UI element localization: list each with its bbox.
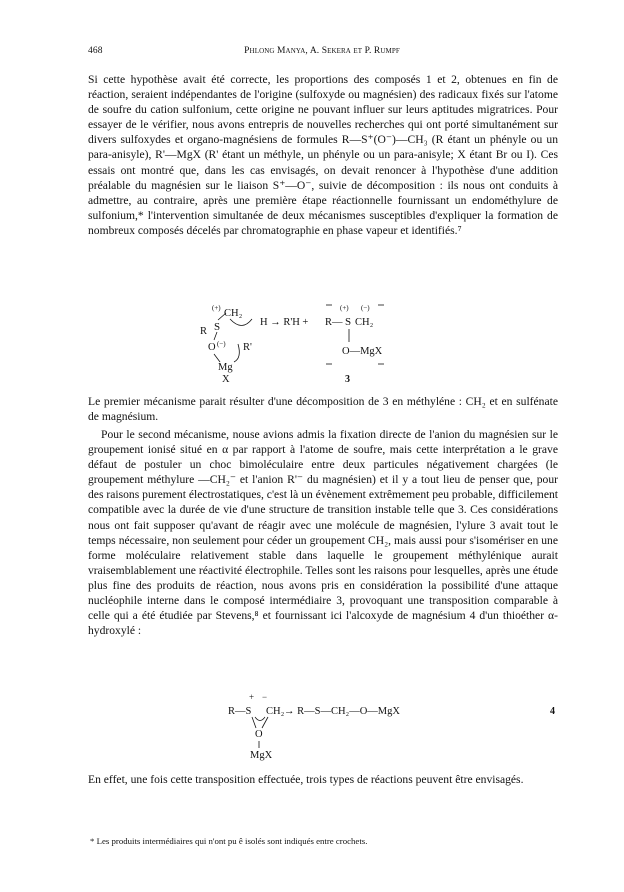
paragraph-second-mechanism: Pour le second mécanisme, nouse avions admis la fixation directe de l'anion du magnésien sur le groupement ionisé situé en α par rapport à l'atome de soufre, mais cette interprétation a le grave défaut de postuler un choc bimoléculaire entre deux particules négativement chargées (le groupement méthylure —CH₂⁻ et l'anion R'⁻ du magnésien) et il y a tout lieu de penser que, pour des raisons purement électrostatiques, c'est là un évènement extrêmement peu probable, difficilement compatible avec la durée de vie d'une structure de transition instable telle que 3. Ces considérations nous ont fait supposer qu'avant de réagir avec une molécule de magnésien, l'ylure 3 avait tout le temps nécessaire, non seulement pour céder un groupement CH₂, mais aussi pour s'isomériser en une forme moléculaire relativement stable dans laquelle le groupement méthylénique aurait vraisemblablement une réactivité électrophile. Telles sont les raisons pour lesquelles, après une étude plus fine des produits de réaction, nous avons pris en considération la possibilité d'une attaque nucléophile interne dans le composé intermédiaire 3, provoquant une transposition comparable à celle qui a été étudiée par Stevens,⁸ et fournissant ici l'alcoxyde de magnésium 4 d'un thioéther α-hydroxylé : bbox=[88, 428, 558, 638]
paragraph-conclusion: En effet, une fois cette transposition effectuée, trois types de réactions peuvent être envisagés. bbox=[88, 773, 524, 786]
charge-minus: − bbox=[262, 692, 268, 702]
running-head bbox=[88, 46, 556, 60]
atom-o: O bbox=[255, 729, 263, 740]
reaction-scheme-3 bbox=[190, 302, 450, 386]
header-authors: Phlong Manya, A. Sekera et P. Rumpf bbox=[244, 46, 400, 56]
label-mgx: MgX bbox=[250, 750, 273, 761]
atom-r-s: R—S bbox=[228, 706, 252, 717]
atom-r-right: R— bbox=[325, 317, 343, 328]
charge-plus: + bbox=[249, 692, 255, 702]
paragraph-hypothesis: Si cette hypothèse avait été correcte, les proportions des composés 1 et 2, obtenues en fin de réaction, seraient indépendantes de l'origine (sulfoxyde ou magnésien) des radicaux fixés sur l'atome de soufre du cation sulfonium, cette origine ne pouvant influer sur leurs aptitudes migratrices. Pour essayer de le vérifier, nous avons entrepris de nouvelles recherches qui ont porté simultanément sur divers sulfoxydes et organo-magnésiens de formules R—S⁺(O⁻)—CH₃ (R étant un phényle ou un para-anisyle), R'—MgX (R' étant un méthyle, un phényle ou un para-anisyle; X étant Br ou I). Ces essais ont montré que, dans les cas envisagés, on devait renoncer à l'hypothèse d'une addition préalable du magnésien sur le liaison S⁺—O⁻, suivie de décomposition : ils nous ont conduits à admettre, au contraire, après une première étape réactionnelle fournissant un endométhylure de sulfonium,* l'intervention simultanée de deux mécanismes susceptibles d'expliquer la formation de nombreux composés décelés par chromatographie en phase vapeur et identifiés.⁷ bbox=[88, 73, 558, 237]
atom-r-left: R bbox=[200, 326, 208, 337]
page-number: 468 bbox=[88, 46, 103, 56]
atom-mg: Mg bbox=[218, 362, 233, 373]
reaction-scheme-4 bbox=[222, 690, 562, 760]
atom-s-left: S bbox=[214, 321, 221, 333]
charge-o-left: (−) bbox=[217, 340, 226, 348]
footnote: * Les produits intermédiaires qui n'ont pu ê isolés sont indiqués entre crochets. bbox=[90, 836, 368, 846]
compound-number-3: 3 bbox=[345, 374, 350, 385]
atom-s-right: S bbox=[345, 316, 352, 328]
atom-x: X bbox=[222, 374, 230, 385]
paragraph-first-mechanism: Le premier mécanisme parait résulter d'une décomposition de 3 en méthyléne : CH₂ et en sulfénate de magnésium. bbox=[88, 395, 558, 424]
label-ch2: CH₂ bbox=[224, 308, 243, 319]
label-product: → R—S—CH₂—O—MgX bbox=[284, 706, 400, 717]
label-ch2-right: CH₂ bbox=[355, 317, 374, 328]
label-h-product: H → R'H + bbox=[260, 317, 309, 328]
label-ch2: CH₂ bbox=[266, 706, 285, 717]
label-r-prime: R' bbox=[243, 342, 252, 353]
compound-number-4: 4 bbox=[550, 706, 555, 717]
atom-o-left: O bbox=[208, 342, 216, 353]
charge-s-right: (+) bbox=[340, 304, 349, 312]
charge-c-right: (−) bbox=[361, 304, 370, 312]
charge-s-left: (+) bbox=[212, 304, 221, 312]
label-omgx: O—MgX bbox=[342, 346, 383, 357]
